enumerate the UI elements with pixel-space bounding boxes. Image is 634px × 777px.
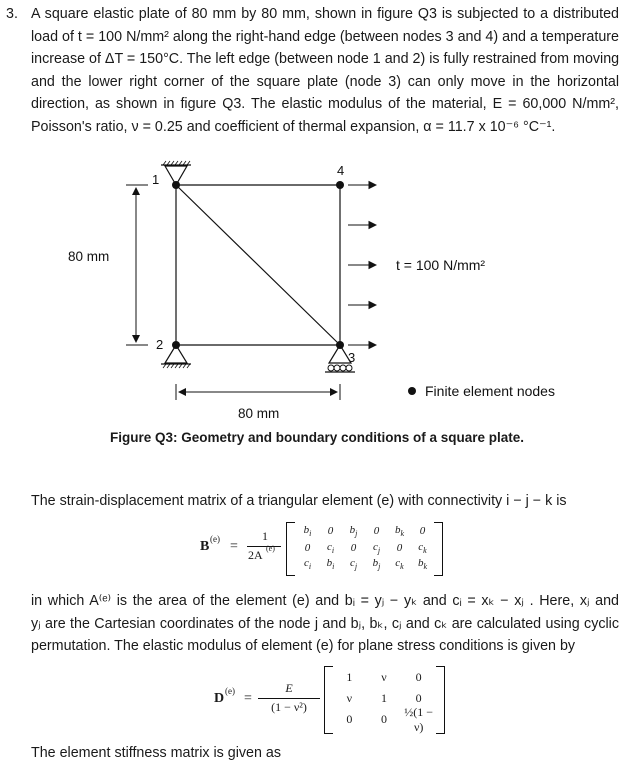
- b-frac-den: 2A: [248, 548, 263, 562]
- b-frac-den-sup: (e): [266, 544, 275, 553]
- b-matrix-cell: $b_j$: [349, 524, 358, 539]
- d-matrix-cell: 0: [346, 712, 353, 726]
- d-frac-bar: [258, 698, 320, 699]
- d-matrix-cell: ν: [381, 670, 387, 684]
- distributed-load-arrows: [348, 185, 376, 345]
- figure-caption: Figure Q3: Geometry and boundary conditions of a square plate.: [109, 430, 525, 445]
- node-label-4: 4: [337, 163, 345, 178]
- b-matrix-cell: $c_i$: [326, 540, 335, 555]
- b-matrix-cell: $c_j$: [349, 557, 358, 572]
- element-diagonal: [176, 185, 340, 345]
- b-matrix-cell: $c_k$: [418, 540, 427, 555]
- width-label: 80 mm: [238, 406, 280, 421]
- b-matrix-cell: $b_k$: [417, 557, 428, 572]
- plate-figure: [0, 140, 634, 430]
- question-number: 3.: [6, 6, 18, 22]
- d-matrix-cell: 1: [381, 691, 387, 705]
- b-matrix-lhs: B: [200, 539, 210, 554]
- question-line: A square elastic plate of 80 mm by 80 mm, shown in figure Q3 is subjected to a distributed: [31, 6, 619, 22]
- equals-sign: =: [244, 691, 252, 706]
- b-right-bracket: [434, 522, 443, 576]
- load-label: t = 100 N/mm²: [396, 257, 486, 273]
- d-matrix-equation: [214, 664, 474, 736]
- question-line: and the lower right corner of the square plate (node 3) can only move in the horizontal: [31, 73, 619, 90]
- b-frac-bar: [247, 546, 281, 547]
- b-matrix-row: [296, 540, 434, 557]
- question-line: Poisson's ratio, ν = 0.25 and coefficient of thermal expansion, α = 11.7 x 10⁻⁶ °C⁻¹.: [31, 118, 556, 135]
- question-line: increase of ΔT = 150°C. The left edge (between node 1 and 2) is fully restrained from moving: [31, 51, 620, 67]
- b-matrix-equation: [200, 520, 460, 578]
- explain-line: permutation. The elastic modulus of element (e) for plane stress conditions is given by: [31, 638, 576, 654]
- b-matrix-cell: $b_i$: [326, 557, 335, 572]
- question-line: direction, as shown in figure Q3. The elastic modulus of the material, E = 60,000 N/mm²,: [31, 96, 619, 112]
- equals-sign: =: [230, 539, 238, 554]
- d-matrix-cell: 0: [415, 670, 422, 684]
- b-matrix-cell: $b_j$: [372, 557, 381, 572]
- b-frac-num: 1: [262, 529, 268, 543]
- d-matrix-cell: ν: [346, 691, 353, 705]
- height-dimension: [126, 185, 148, 345]
- node-4-dot: [336, 181, 344, 189]
- d-matrix-cell: ½(1 − ν): [404, 704, 434, 734]
- b-matrix-row: [296, 556, 434, 573]
- b-matrix-sup: (e): [210, 534, 220, 544]
- strain-text: The strain-displacement matrix of a triangular element (e) with connectivity i − j − k is: [31, 493, 567, 509]
- stiffness-text: The element stiffness matrix is given as: [31, 745, 282, 761]
- node-label-2: 2: [156, 337, 164, 352]
- b-matrix-cell: 0: [350, 541, 357, 554]
- b-matrix-cell: $c_k$: [395, 557, 404, 572]
- b-matrix-cell: 0: [304, 541, 311, 554]
- b-matrix-row: [296, 523, 434, 540]
- b-matrix-cell: $b_k$: [394, 524, 405, 539]
- b-left-bracket: [286, 522, 295, 576]
- legend-node-dot: [408, 387, 416, 395]
- explain-paragraph: [31, 590, 619, 658]
- d-right-bracket: [436, 666, 445, 734]
- d-matrix-cell: 0: [381, 712, 387, 726]
- d-frac-num: E: [285, 681, 293, 695]
- d-matrix-row: [332, 667, 436, 688]
- d-matrix-grid: [332, 667, 436, 734]
- d-matrix-cell: 1: [346, 670, 353, 684]
- b-matrix-cell: 0: [327, 525, 334, 538]
- b-matrix-cell: $c_j$: [372, 540, 381, 555]
- b-matrix-cell: 0: [396, 541, 403, 554]
- d-frac-den: (1 − ν²): [271, 700, 307, 714]
- b-matrix-grid: [296, 523, 434, 573]
- b-matrix-cell: 0: [419, 525, 426, 538]
- b-matrix-cell: $c_i$: [303, 557, 312, 572]
- node-label-1: 1: [152, 172, 160, 187]
- d-matrix-lhs: D: [214, 691, 225, 706]
- b-matrix-cell: $b_i$: [303, 524, 312, 539]
- node-label-3: 3: [348, 350, 356, 365]
- square-plate: [176, 185, 340, 345]
- width-dimension: [176, 384, 340, 400]
- legend-label: Finite element nodes: [425, 383, 555, 399]
- b-matrix-cell: 0: [373, 525, 380, 538]
- question-paragraph: [31, 3, 619, 138]
- height-label: 80 mm: [68, 249, 110, 264]
- d-matrix-sup: (e): [225, 686, 235, 696]
- explain-line: in which A⁽ᵉ⁾ is the area of the element (e) and bᵢ = yⱼ − yₖ and cᵢ = xₖ − xⱼ . Here, xⱼ and: [31, 593, 619, 609]
- explain-line: yⱼ are the Cartesian coordinates of the node j and bⱼ, bₖ, cⱼ and cₖ are calculated using cyclic: [31, 615, 619, 632]
- d-matrix-cell: 0: [415, 691, 422, 705]
- d-matrix-row: [332, 704, 436, 734]
- question-line: load of t = 100 N/mm² along the right-hand edge (between nodes 3 and 4) and a temperature: [31, 28, 619, 45]
